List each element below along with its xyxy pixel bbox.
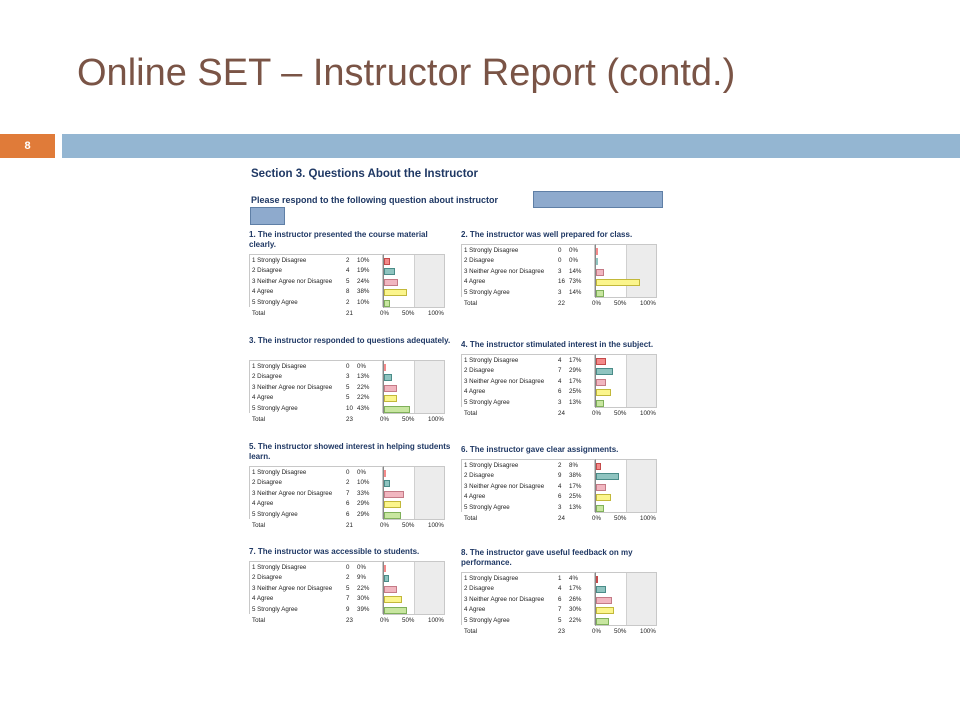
tick-label: 50%	[402, 310, 415, 317]
tick-label: 100%	[640, 515, 656, 522]
response-label: 3 Neither Agree nor Disagree	[252, 489, 333, 497]
gridline-50	[626, 245, 627, 297]
response-percent: 25%	[569, 388, 582, 396]
axis-ticks	[380, 416, 460, 424]
question-8	[461, 548, 673, 648]
bar-1	[384, 258, 390, 265]
tick-label: 50%	[402, 522, 415, 529]
response-label: 1 Strongly Disagree	[252, 257, 307, 264]
question-5	[249, 442, 461, 542]
bar-2	[384, 480, 390, 487]
response-percent: 22%	[357, 584, 370, 592]
bar-5	[384, 512, 401, 519]
bar-2	[596, 368, 613, 375]
table-row	[464, 616, 592, 626]
response-count: 3	[558, 267, 562, 275]
response-percent: 13%	[569, 503, 582, 511]
total-count: 24	[558, 410, 565, 417]
redacted-instructor-name-cont	[250, 207, 285, 225]
response-label: 4 Agree	[252, 595, 274, 603]
response-percent: 0%	[357, 363, 366, 370]
tick-label: 100%	[428, 522, 444, 529]
response-percent: 39%	[357, 605, 370, 613]
report-image	[245, 163, 675, 653]
total-count: 23	[346, 617, 353, 624]
accent-bar	[62, 134, 960, 158]
tick-label: 0%	[380, 522, 389, 529]
response-percent: 17%	[569, 377, 582, 385]
question-1	[249, 230, 461, 330]
response-percent: 29%	[569, 367, 582, 375]
table-row	[464, 277, 592, 287]
response-count: 6	[558, 388, 562, 396]
response-percent: 22%	[357, 383, 370, 391]
table-row	[252, 266, 380, 276]
response-count: 6	[346, 510, 350, 518]
question-3	[249, 336, 461, 436]
question-2	[461, 230, 673, 330]
table-row	[464, 492, 592, 502]
question-title: 8. The instructor gave useful feedback on my performance.	[461, 548, 633, 567]
response-count: 9	[558, 472, 562, 480]
tick-label: 50%	[402, 617, 415, 624]
slide-title: Online SET – Instructor Report (contd.)	[77, 52, 736, 94]
bar-5	[596, 618, 609, 625]
bar-3	[384, 385, 397, 392]
response-count: 6	[346, 500, 350, 508]
total-label: Total	[252, 310, 266, 317]
axis-ticks	[380, 522, 460, 530]
axis-ticks	[592, 300, 672, 308]
total-count: 22	[558, 300, 565, 307]
table-row	[252, 499, 380, 509]
bar-3	[384, 586, 397, 593]
response-count: 16	[558, 278, 565, 286]
table-row	[464, 398, 592, 408]
response-label: 1 Strongly Disagree	[464, 247, 519, 254]
tick-label: 50%	[402, 416, 415, 423]
bar-3	[384, 279, 398, 286]
table-row	[252, 594, 380, 604]
table-row	[252, 563, 380, 573]
table-row	[252, 372, 380, 382]
table-row	[252, 362, 380, 372]
response-count: 0	[346, 564, 350, 571]
bar-5	[384, 406, 410, 413]
response-count: 4	[558, 377, 562, 385]
response-count: 2	[346, 479, 350, 487]
response-label: 5 Strongly Agree	[464, 398, 510, 406]
response-label: 4 Agree	[252, 288, 274, 296]
bar-plot	[383, 360, 445, 414]
response-label: 5 Strongly Agree	[252, 605, 298, 613]
question-title: 2. The instructor was well prepared for class.	[461, 230, 633, 239]
tick-label: 100%	[428, 416, 444, 423]
response-label: 4 Agree	[464, 493, 486, 501]
table-row	[252, 287, 380, 297]
response-percent: 73%	[569, 278, 582, 286]
bar-1	[384, 565, 386, 572]
response-label: 3 Neither Agree nor Disagree	[252, 277, 333, 285]
tick-label: 50%	[614, 300, 627, 307]
page-number: 8	[24, 140, 31, 152]
bar-2	[384, 374, 392, 381]
bar-plot	[383, 466, 445, 520]
table-row	[464, 461, 592, 471]
bar-1	[384, 364, 386, 371]
table-row	[252, 605, 380, 615]
response-label: 2 Disagree	[464, 257, 494, 265]
response-percent: 17%	[569, 482, 582, 490]
section-title: Section 3. Questions About the Instructor	[251, 168, 479, 180]
question-7	[249, 547, 461, 647]
bar-4	[384, 289, 407, 296]
plot-shade	[414, 255, 444, 307]
response-count: 4	[558, 585, 562, 593]
total-count: 23	[346, 416, 353, 423]
response-label: 3 Neither Agree nor Disagree	[464, 377, 545, 385]
response-count: 4	[346, 267, 350, 275]
response-count: 4	[558, 357, 562, 364]
response-count: 2	[346, 257, 350, 264]
gridline-50	[626, 460, 627, 512]
response-label: 5 Strongly Agree	[252, 404, 298, 412]
bar-4	[384, 596, 402, 603]
response-count: 2	[558, 462, 562, 469]
table-row	[252, 573, 380, 583]
table-row	[252, 383, 380, 393]
response-count: 5	[346, 394, 350, 402]
bar-3	[596, 597, 612, 604]
response-label: 1 Strongly Disagree	[464, 357, 519, 364]
table-row	[252, 584, 380, 594]
response-label: 2 Disagree	[252, 373, 282, 381]
bar-3	[596, 269, 604, 276]
tick-label: 50%	[614, 515, 627, 522]
bar-1	[384, 470, 386, 477]
response-percent: 4%	[569, 575, 578, 582]
response-count: 5	[346, 383, 350, 391]
table-row	[252, 298, 380, 308]
total-count: 21	[346, 522, 353, 529]
gridline-50	[414, 467, 415, 519]
tick-label: 50%	[614, 410, 627, 417]
tick-label: 0%	[380, 416, 389, 423]
response-label: 1 Strongly Disagree	[464, 462, 519, 469]
response-percent: 8%	[569, 462, 578, 469]
report-prompt: Please respond to the following question about instructor	[251, 195, 499, 205]
response-percent: 33%	[357, 489, 370, 497]
response-percent: 43%	[357, 404, 370, 412]
response-label: 1 Strongly Disagree	[252, 363, 307, 370]
bar-2	[596, 586, 606, 593]
plot-shade	[626, 245, 656, 297]
total-label: Total	[464, 628, 478, 635]
table-row	[464, 574, 592, 584]
total-count: 23	[558, 628, 565, 635]
question-title: 4. The instructor stimulated interest in the subject.	[461, 340, 654, 349]
response-count: 8	[346, 288, 350, 296]
response-percent: 30%	[569, 606, 582, 614]
bar-plot	[595, 244, 657, 298]
response-label: 2 Disagree	[464, 367, 494, 375]
redacted-instructor-name	[533, 191, 663, 208]
plot-shade	[626, 355, 656, 407]
response-label: 2 Disagree	[252, 479, 282, 487]
table-row	[464, 387, 592, 397]
response-label: 2 Disagree	[464, 585, 494, 593]
tick-label: 100%	[428, 310, 444, 317]
response-count: 0	[346, 363, 350, 370]
response-label: 2 Disagree	[252, 574, 282, 582]
bar-3	[384, 491, 404, 498]
response-percent: 0%	[357, 564, 366, 571]
bar-4	[596, 494, 611, 501]
bar-1	[596, 358, 606, 365]
response-percent: 17%	[569, 585, 582, 593]
response-count: 3	[558, 398, 562, 406]
table-row	[252, 489, 380, 499]
plot-shade	[626, 573, 656, 625]
bar-5	[596, 290, 604, 297]
tick-label: 100%	[640, 628, 656, 635]
table-row	[252, 510, 380, 520]
total-label: Total	[252, 522, 266, 529]
response-count: 2	[346, 574, 350, 582]
bar-1	[596, 576, 598, 583]
table-row	[252, 277, 380, 287]
axis-ticks	[592, 628, 672, 636]
response-percent: 13%	[569, 398, 582, 406]
response-percent: 0%	[357, 469, 366, 476]
response-percent: 10%	[357, 298, 370, 306]
response-percent: 38%	[357, 288, 370, 296]
response-percent: 22%	[357, 394, 370, 402]
response-count: 4	[558, 482, 562, 490]
response-count: 5	[346, 584, 350, 592]
tick-label: 50%	[614, 628, 627, 635]
response-label: 5 Strongly Agree	[252, 298, 298, 306]
tick-label: 0%	[592, 410, 601, 417]
table-row	[464, 605, 592, 615]
bar-3	[596, 379, 606, 386]
total-label: Total	[464, 300, 478, 307]
response-label: 5 Strongly Agree	[464, 616, 510, 624]
response-percent: 10%	[357, 257, 370, 264]
table-row	[464, 482, 592, 492]
table-row	[252, 404, 380, 414]
response-count: 2	[346, 298, 350, 306]
table-row	[252, 256, 380, 266]
response-percent: 0%	[569, 247, 578, 254]
bar-plot	[383, 561, 445, 615]
tick-label: 0%	[592, 515, 601, 522]
response-count: 1	[558, 575, 562, 582]
bar-5	[596, 400, 604, 407]
response-percent: 17%	[569, 357, 582, 364]
response-label: 3 Neither Agree nor Disagree	[464, 595, 545, 603]
response-label: 4 Agree	[464, 606, 486, 614]
response-count: 3	[558, 503, 562, 511]
gridline-50	[626, 573, 627, 625]
response-label: 1 Strongly Disagree	[252, 469, 307, 476]
response-count: 6	[558, 595, 562, 603]
response-count: 3	[558, 288, 562, 296]
gridline-50	[414, 361, 415, 413]
axis-ticks	[380, 310, 460, 318]
tick-label: 0%	[592, 300, 601, 307]
response-count: 3	[346, 373, 350, 381]
response-label: 3 Neither Agree nor Disagree	[252, 584, 333, 592]
tick-label: 100%	[640, 300, 656, 307]
response-label: 3 Neither Agree nor Disagree	[252, 383, 333, 391]
response-count: 5	[558, 616, 562, 624]
response-label: 3 Neither Agree nor Disagree	[464, 482, 545, 490]
response-count: 10	[346, 404, 353, 412]
tick-label: 0%	[380, 310, 389, 317]
bar-plot	[595, 354, 657, 408]
plot-shade	[626, 460, 656, 512]
bar-5	[384, 607, 407, 614]
bar-plot	[383, 254, 445, 308]
response-count: 0	[558, 247, 562, 254]
tick-label: 0%	[592, 628, 601, 635]
bar-2	[596, 473, 619, 480]
response-percent: 29%	[357, 500, 370, 508]
table-row	[252, 393, 380, 403]
response-count: 6	[558, 493, 562, 501]
response-label: 2 Disagree	[252, 267, 282, 275]
response-count: 7	[558, 367, 562, 375]
response-percent: 10%	[357, 479, 370, 487]
bar-1	[596, 463, 601, 470]
response-percent: 13%	[357, 373, 370, 381]
bar-2	[384, 268, 395, 275]
response-label: 4 Agree	[464, 278, 486, 286]
total-count: 24	[558, 515, 565, 522]
response-count: 7	[346, 595, 350, 603]
response-label: 2 Disagree	[464, 472, 494, 480]
response-percent: 14%	[569, 267, 582, 275]
table-row	[464, 356, 592, 366]
gridline-50	[414, 255, 415, 307]
total-count: 21	[346, 310, 353, 317]
response-label: 5 Strongly Agree	[252, 510, 298, 518]
table-row	[252, 478, 380, 488]
response-count: 0	[558, 257, 562, 265]
response-count: 9	[346, 605, 350, 613]
plot-shade	[414, 467, 444, 519]
bar-4	[596, 389, 611, 396]
total-label: Total	[252, 617, 266, 624]
header-band	[0, 134, 960, 158]
table-row	[464, 256, 592, 266]
bar-5	[596, 505, 604, 512]
question-title: 6. The instructor gave clear assignments.	[461, 445, 619, 454]
tick-label: 100%	[428, 617, 444, 624]
gridline-50	[414, 562, 415, 614]
response-percent: 30%	[357, 595, 370, 603]
total-label: Total	[464, 410, 478, 417]
axis-ticks	[380, 617, 460, 625]
question-title: 5. The instructor showed interest in helping students learn.	[249, 442, 451, 461]
response-label: 4 Agree	[252, 394, 274, 402]
tick-label: 0%	[380, 617, 389, 624]
bar-5	[384, 300, 390, 307]
table-row	[464, 503, 592, 513]
plot-shade	[414, 361, 444, 413]
bar-3	[596, 484, 606, 491]
response-percent: 0%	[569, 257, 578, 265]
table-row	[252, 468, 380, 478]
table-row	[464, 377, 592, 387]
bar-1	[596, 248, 598, 255]
bar-2	[384, 575, 389, 582]
total-label: Total	[464, 515, 478, 522]
response-label: 5 Strongly Agree	[464, 288, 510, 296]
response-percent: 29%	[357, 510, 370, 518]
question-title: 1. The instructor presented the course material clearly.	[249, 230, 428, 249]
bar-4	[596, 607, 614, 614]
question-6	[461, 445, 673, 545]
bar-4	[384, 395, 397, 402]
tick-label: 100%	[640, 410, 656, 417]
bar-plot	[595, 459, 657, 513]
axis-ticks	[592, 515, 672, 523]
table-row	[464, 246, 592, 256]
response-label: 4 Agree	[464, 388, 486, 396]
response-percent: 22%	[569, 616, 582, 624]
bar-4	[596, 279, 640, 286]
axis-ticks	[592, 410, 672, 418]
bar-2	[596, 258, 598, 265]
table-row	[464, 584, 592, 594]
table-row	[464, 288, 592, 298]
response-label: 5 Strongly Agree	[464, 503, 510, 511]
total-label: Total	[252, 416, 266, 423]
question-title: 7. The instructor was accessible to students.	[249, 547, 420, 556]
response-count: 5	[346, 277, 350, 285]
bar-4	[384, 501, 401, 508]
gridline-50	[626, 355, 627, 407]
response-label: 4 Agree	[252, 500, 274, 508]
table-row	[464, 595, 592, 605]
response-count: 7	[346, 489, 350, 497]
response-percent: 24%	[357, 277, 370, 285]
bar-plot	[595, 572, 657, 626]
response-percent: 38%	[569, 472, 582, 480]
response-percent: 26%	[569, 595, 582, 603]
response-count: 0	[346, 469, 350, 476]
question-4	[461, 340, 673, 440]
plot-shade	[414, 562, 444, 614]
response-count: 7	[558, 606, 562, 614]
response-label: 1 Strongly Disagree	[464, 575, 519, 582]
question-title: 3. The instructor responded to questions adequately.	[249, 336, 451, 345]
response-percent: 14%	[569, 288, 582, 296]
response-label: 1 Strongly Disagree	[252, 564, 307, 571]
table-row	[464, 471, 592, 481]
response-percent: 9%	[357, 574, 366, 582]
response-percent: 19%	[357, 267, 370, 275]
response-label: 3 Neither Agree nor Disagree	[464, 267, 545, 275]
table-row	[464, 366, 592, 376]
table-row	[464, 267, 592, 277]
response-percent: 25%	[569, 493, 582, 501]
